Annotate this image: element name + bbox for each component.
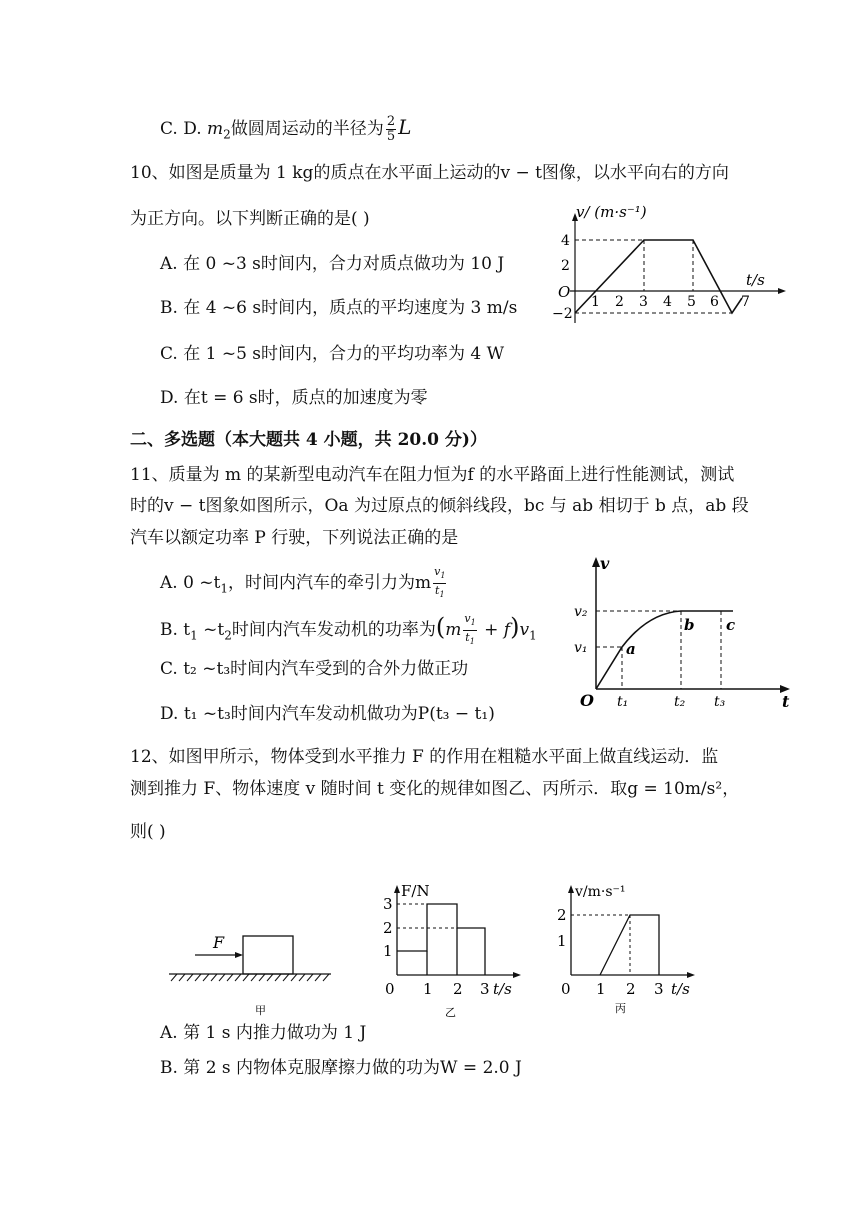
- q11-opta-frac-den: $t_1$: [435, 584, 445, 600]
- q10-xtick-1: 1: [591, 294, 600, 310]
- q11-point-c: c: [726, 616, 736, 634]
- q9-optc-prefix: C. D.: [160, 119, 208, 139]
- q12-yi-xtick-2: 2: [453, 980, 463, 998]
- q12-yi-xtick-1: 1: [423, 980, 433, 998]
- q12-yi-xtick-3: 3: [480, 980, 490, 998]
- q10-option-d: D. 在t = 6 s时，质点的加速度为零: [160, 388, 428, 408]
- q12-bing-origin: 0: [561, 980, 571, 998]
- q11-t1-label: t₁: [617, 694, 629, 710]
- q11-opta-fraction: [433, 565, 446, 602]
- q11-optb-sub2: 2: [224, 628, 232, 643]
- q12-bing-ytick-2: 2: [557, 906, 567, 924]
- q9-optc-fraction: [386, 115, 396, 144]
- q11-optb-v1-sub: 1: [529, 628, 537, 643]
- q11-stem-line-2: 时的v − t图象如图所示，Oa 为过原点的倾斜线段，bc 与 ab 相切于 b 点，ab 段: [130, 496, 749, 516]
- q10-xtick-3: 3: [639, 294, 648, 310]
- q11-option-a: [160, 565, 448, 602]
- q12-stem-line-3: 则( ): [130, 822, 166, 842]
- q12-jia-force-label: F: [213, 933, 225, 952]
- q11-opta-text2: ，时间内汽车的牵引力为m: [228, 573, 432, 594]
- q12-fig-bing: [555, 880, 705, 1020]
- q11-stem-line-3: 汽车以额定功率 P 行驶，下列说法正确的是: [130, 528, 459, 548]
- q9-optc-text: 做圆周运动的半径为: [230, 119, 384, 139]
- q9-option-c: [160, 115, 411, 145]
- q12-yi-ytick-3: 3: [383, 895, 393, 913]
- q11-optb-paren-close: ): [510, 613, 520, 642]
- q11-stem-line-1: 11、质量为 m 的某新型电动汽车在阻力恒为f 的水平路面上进行性能测试，测试: [130, 465, 735, 485]
- q10-ylabel: v/ (m·s⁻¹): [576, 205, 647, 221]
- q11-optb-frac-den: $t_1$: [465, 631, 475, 647]
- q9-optc-frac-den: 5: [386, 129, 396, 144]
- q12-yi-caption: 乙: [445, 1006, 456, 1019]
- q11-optb-plus-f: + f: [478, 620, 511, 641]
- q10-xtick-4: 4: [663, 294, 672, 310]
- q12-option-b: B. 第 2 s 内物体克服摩擦力做的功为W = 2.0 J: [160, 1058, 522, 1078]
- q11-option-c: C. t₂ ~t₃时间内汽车受到的合外力做正功: [160, 659, 469, 679]
- q11-xlabel: t: [782, 692, 790, 711]
- q12-stem-line-2: 测到推力 F、物体速度 v 随时间 t 变化的规律如图乙、丙所示．取g = 10m/s²，: [130, 779, 740, 799]
- q11-optb-frac-num: $v_1$: [463, 612, 476, 631]
- q11-t2-label: t₂: [674, 694, 686, 710]
- q12-bing-caption: 丙: [615, 1002, 626, 1015]
- q9-optc-sub: 2: [223, 127, 231, 142]
- q12-fig-yi: [375, 880, 525, 1020]
- q10-xtick-5: 5: [687, 294, 696, 310]
- q11-optb-sub1: 1: [190, 628, 198, 643]
- q11-option-b: [160, 612, 537, 649]
- q11-v2-label: v₂: [574, 604, 588, 620]
- section-2-title: 二、多选题（本大题共 4 小题，共 20.0 分)）: [130, 430, 487, 450]
- q9-optc-L: L: [398, 115, 412, 139]
- q10-option-b: B. 在 4 ~6 s时间内，质点的平均速度为 3 m/s: [160, 298, 518, 318]
- q12-bing-xtick-2: 2: [626, 980, 636, 998]
- q12-bing-xtick-1: 1: [596, 980, 606, 998]
- q11-vt-graph: [568, 553, 798, 713]
- q12-yi-ytick-1: 1: [383, 942, 393, 960]
- q10-xtick-2: 2: [615, 294, 624, 310]
- q12-yi-ytick-2: 2: [383, 919, 393, 937]
- q12-bing-xlabel: t/s: [671, 980, 690, 998]
- q11-option-d: D. t₁ ~t₃时间内汽车发动机做功为P(t₃ − t₁): [160, 704, 495, 724]
- q11-optb-mid: ~t: [197, 620, 225, 641]
- q11-ylabel: v: [600, 554, 610, 573]
- q10-vt-graph: [550, 205, 790, 325]
- q10-ytick-2: 2: [561, 258, 570, 274]
- q10-origin: O: [558, 283, 571, 301]
- q10-stem-line-2: 为正方向。以下判断正确的是( ): [130, 209, 370, 229]
- q10-xtick-7: 7: [741, 294, 750, 310]
- q11-point-b: b: [684, 616, 695, 634]
- q11-optb-fraction: [463, 612, 476, 649]
- q10-ytick-neg2: −2: [552, 306, 573, 322]
- q10-stem-line-1: 10、如图是质量为 1 kg的质点在水平面上运动的v − t图像，以水平向右的方向: [130, 163, 729, 183]
- q11-optb-m: m: [445, 620, 462, 641]
- q11-opta-text: A. 0 ~t: [160, 573, 221, 594]
- q11-opta-sub: 1: [220, 581, 229, 596]
- q11-optb-paren-open: (: [435, 613, 446, 642]
- q11-origin: O: [580, 691, 594, 710]
- q9-optc-frac-num: 2: [386, 114, 396, 129]
- q12-bing-xtick-3: 3: [654, 980, 664, 998]
- q10-option-a: A. 在 0 ~3 s时间内，合力对质点做功为 10 J: [160, 254, 505, 274]
- q12-yi-xlabel: t/s: [493, 980, 512, 998]
- q12-jia-caption: 甲: [255, 1004, 266, 1017]
- q12-option-a: A. 第 1 s 内推力做功为 1 J: [160, 1023, 367, 1043]
- q10-option-c: C. 在 1 ~5 s时间内，合力的平均功率为 4 W: [160, 344, 505, 364]
- q12-bing-ylabel: v/m·s⁻¹: [575, 884, 626, 900]
- q11-point-a: a: [626, 640, 636, 658]
- q11-opta-frac-num: $v_1$: [433, 565, 446, 584]
- q12-fig-jia: [165, 928, 335, 1018]
- q12-bing-ytick-1: 1: [557, 932, 567, 950]
- q11-v1-label: v₁: [574, 640, 588, 656]
- q11-optb-text2: 时间内汽车发动机的功率为: [231, 620, 436, 641]
- q10-xtick-6: 6: [710, 294, 719, 310]
- q12-yi-origin: 0: [385, 980, 395, 998]
- q11-optb-text: B. t: [160, 620, 191, 641]
- q11-optb-v1: v: [519, 620, 530, 641]
- q11-t3-label: t₃: [714, 694, 726, 710]
- q12-yi-ylabel: F/N: [401, 882, 430, 900]
- q12-stem-line-1: 12、如图甲所示，物体受到水平推力 F 的作用在粗糙水平面上做直线运动．监: [130, 747, 719, 767]
- q9-optc-var: m: [207, 119, 224, 139]
- q10-ytick-4: 4: [561, 233, 570, 249]
- q10-xlabel: t/s: [746, 271, 765, 289]
